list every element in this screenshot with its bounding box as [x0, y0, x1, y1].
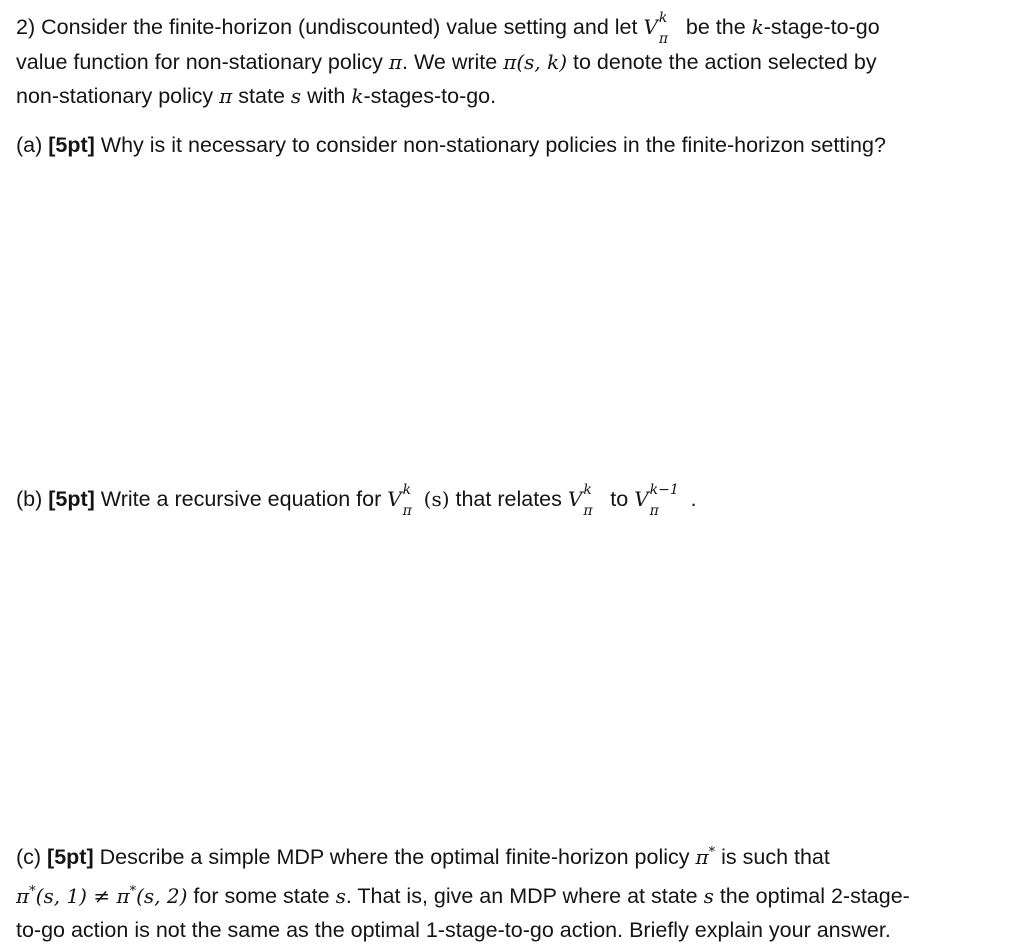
intro-text: 2) Consider the finite-horizon (undiscounted) value setting and let	[16, 15, 644, 39]
part-b-points: [5pt]	[48, 487, 95, 511]
intro-line-1	[16, 10, 1012, 45]
intro-text: -stage-to-go	[763, 15, 880, 39]
math-pi-star: π	[695, 845, 709, 869]
part-b-text: Write a recursive equation for	[94, 487, 388, 511]
math-V: V	[567, 487, 583, 511]
part-c-text: Describe a simple MDP where the optimal finite-horizon policy	[93, 845, 696, 869]
question-part-a	[16, 128, 1012, 163]
intro-line-2	[16, 45, 1012, 80]
math-V: V	[634, 487, 649, 511]
math-superscript-subscript	[402, 481, 424, 519]
math-pi: π	[583, 502, 593, 519]
math-pi-s-k: π(s, k)	[503, 49, 568, 74]
math-of-s: (s)	[423, 487, 450, 511]
math-star: *	[129, 883, 137, 899]
math-pi-star: π	[16, 883, 30, 908]
intro-line-3	[16, 79, 1012, 114]
math-superscript-subscript	[582, 481, 604, 519]
math-V: V	[387, 487, 402, 511]
math-s: s	[290, 84, 302, 108]
math-s: s	[335, 883, 346, 908]
math-pi: π	[388, 49, 403, 74]
part-b-label: (b)	[16, 487, 49, 511]
intro-text: . We write	[402, 49, 504, 74]
intro-text: to denote the action selected by	[567, 49, 877, 74]
math-pi-star-s1: (s, 1)	[35, 883, 87, 908]
math-superscript-subscript	[649, 481, 691, 519]
part-a-text: Why is it necessary to consider non-stationary policies in the finite-horizon setting?	[94, 133, 886, 157]
math-k: k	[583, 481, 592, 498]
part-c-line-1	[16, 836, 1012, 875]
math-pi: π	[649, 502, 659, 519]
math-k-minus-1: k−1	[649, 481, 679, 498]
intro-text: with	[301, 84, 352, 108]
part-a-label: (a)	[16, 133, 49, 157]
math-k: k	[658, 9, 668, 26]
intro-text: state	[232, 84, 291, 108]
math-superscript-subscript	[658, 9, 680, 47]
math-star: *	[708, 845, 716, 860]
intro-text: non-stationary policy	[16, 84, 220, 108]
math-pi: π	[219, 84, 233, 108]
part-c-text: is such that	[715, 845, 830, 869]
math-not-equal: ≠	[86, 883, 117, 908]
part-c-line-3	[16, 913, 1012, 948]
part-a-points: [5pt]	[48, 133, 95, 157]
part-b-text: .	[690, 487, 697, 511]
question-part-c	[16, 836, 1012, 948]
math-s: s	[703, 883, 714, 908]
math-pi-star: π	[116, 883, 130, 908]
math-pi: π	[402, 502, 412, 519]
question-intro	[16, 10, 1012, 114]
part-c-points: [5pt]	[47, 845, 94, 869]
part-c-text: the optimal 2-stage-	[713, 883, 910, 908]
math-k: k	[351, 84, 364, 108]
math-pi: π	[658, 30, 669, 47]
math-star: *	[29, 883, 36, 899]
math-k: k	[402, 481, 412, 498]
part-c-text: to-go action is not the same as the optimal 1-stage-to-go action. Briefly explain your answer.	[16, 918, 891, 942]
part-c-text: . That is, give an MDP where at state	[345, 883, 704, 908]
part-c-line-2	[16, 875, 1012, 914]
part-c-text: for some state	[187, 883, 336, 908]
question-part-b	[16, 482, 1012, 517]
part-b-line	[16, 482, 1012, 517]
intro-text: be the	[679, 15, 752, 39]
part-a-line	[16, 128, 1012, 163]
part-b-text: that relates	[449, 487, 568, 511]
intro-text: value function for non-stationary policy	[16, 49, 389, 74]
math-pi-star-s2: (s, 2)	[136, 883, 188, 908]
part-b-text: to	[604, 487, 635, 511]
intro-text: -stages-to-go.	[363, 84, 497, 108]
math-k: k	[751, 15, 764, 39]
part-c-label: (c)	[16, 845, 48, 869]
math-V: V	[643, 15, 658, 39]
